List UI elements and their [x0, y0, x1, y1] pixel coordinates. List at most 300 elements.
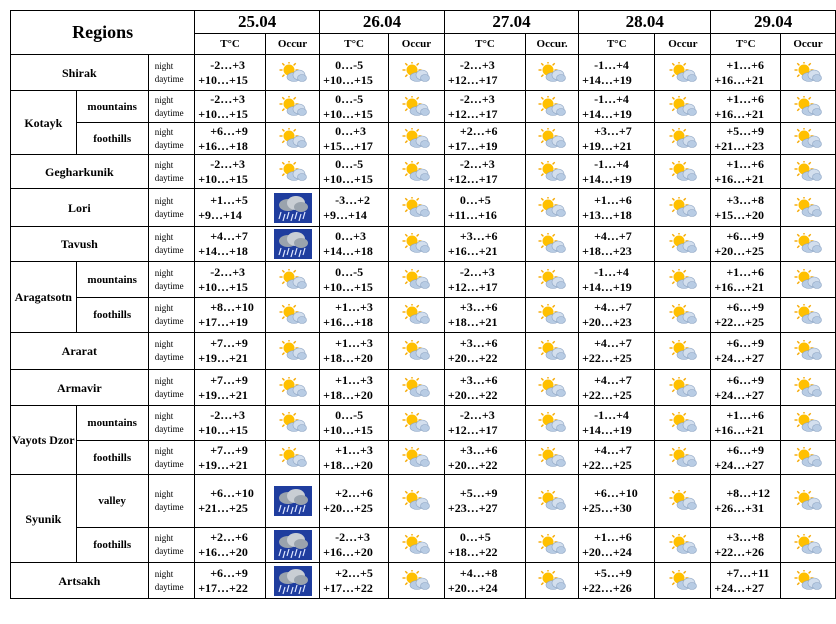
- region-name: Gegharkunik: [11, 155, 149, 189]
- night-temp: +3…+8: [726, 530, 765, 544]
- temp-cell: [711, 55, 781, 91]
- temp-cell: [444, 528, 525, 563]
- temp-cell: [444, 333, 525, 370]
- temp-cell: [195, 262, 266, 298]
- partly-cloudy-icon: [794, 128, 822, 150]
- night-temp: +7…+11: [726, 565, 770, 580]
- occurrence-cell: [655, 91, 711, 123]
- daytime-label: daytime: [154, 458, 184, 469]
- occurrence-cell: [526, 528, 579, 563]
- night-temp: +1…+5: [210, 192, 248, 207]
- night-temp: +6…+10: [210, 486, 254, 500]
- partly-cloudy-icon: [669, 161, 697, 183]
- day-temp: +15…+17: [323, 138, 373, 153]
- daytime-label: daytime: [154, 502, 184, 512]
- partly-cloudy-icon: [669, 233, 697, 255]
- night-temp: -2…+3: [459, 57, 495, 72]
- night-temp: +1…+6: [726, 57, 765, 72]
- partly-cloudy-icon: [669, 269, 697, 291]
- day-temp: +22…+25: [582, 351, 632, 365]
- night-temp: -1…+4: [594, 91, 629, 106]
- partly-cloudy-icon: [669, 62, 697, 84]
- day-temp: +10…+15: [323, 171, 373, 186]
- day-temp: +19…+21: [198, 351, 248, 365]
- subregion-name: mountains: [76, 262, 148, 298]
- occurrence-cell: [389, 91, 445, 123]
- occurrence-cell: [265, 370, 319, 406]
- occurrence-cell: [389, 298, 445, 333]
- day-temp: +10…+15: [323, 106, 373, 121]
- temp-header: T°C: [711, 34, 781, 55]
- occurrence-cell: [389, 406, 445, 441]
- region-name: Lori: [11, 189, 149, 227]
- day-temp: +16…+21: [714, 171, 765, 186]
- partly-cloudy-icon: [794, 269, 822, 291]
- day-temp: +18…+20: [323, 387, 373, 402]
- night-temp: -2…+3: [210, 264, 246, 279]
- date-header: 25.04: [195, 11, 320, 34]
- daytime-label: daytime: [154, 280, 184, 291]
- day-temp: +21…+23: [714, 138, 765, 153]
- table-row: [11, 370, 836, 406]
- occurrence-cell: [781, 406, 836, 441]
- partly-cloudy-icon: [279, 412, 307, 434]
- night-temp: -2…+3: [210, 57, 246, 72]
- night-temp: +4…+7: [594, 300, 632, 314]
- table-row: [11, 528, 836, 563]
- night-label: night: [154, 568, 174, 579]
- day-temp: +20…+25: [714, 244, 765, 258]
- occurrence-cell: [526, 298, 579, 333]
- partly-cloudy-icon: [794, 447, 822, 469]
- night-temp: +3…+6: [459, 300, 498, 314]
- daytime-label: daytime: [154, 546, 184, 556]
- occur-header: Occur: [389, 34, 445, 55]
- table-row: [11, 333, 836, 370]
- rain-cloud-icon: [274, 193, 312, 223]
- day-temp: +17…+22: [323, 580, 373, 595]
- night-temp: +1…+3: [335, 300, 373, 314]
- temp-cell: [320, 441, 389, 475]
- night-temp: +6…+9: [726, 336, 765, 350]
- subregion-name: foothills: [76, 441, 148, 475]
- day-temp: +9…+14: [198, 207, 242, 222]
- temp-cell: [579, 227, 655, 262]
- day-temp: +16…+21: [714, 279, 765, 294]
- occurrence-cell: [265, 475, 319, 528]
- region-name: Tavush: [11, 227, 149, 262]
- partly-cloudy-icon: [538, 570, 566, 592]
- partly-cloudy-icon: [402, 447, 430, 469]
- night-daytime-label: [148, 298, 195, 333]
- night-temp: +3…+6: [459, 229, 498, 243]
- table-row: [11, 55, 836, 91]
- temp-cell: [320, 563, 389, 599]
- date-header: 28.04: [579, 11, 711, 34]
- temp-cell: [320, 406, 389, 441]
- temp-cell: [444, 155, 525, 189]
- occurrence-cell: [526, 262, 579, 298]
- temp-cell: [579, 441, 655, 475]
- partly-cloudy-icon: [538, 197, 566, 219]
- occurrence-cell: [526, 227, 579, 262]
- temp-cell: [320, 370, 389, 406]
- night-daytime-label: [148, 333, 195, 370]
- forecast-table: [10, 10, 836, 599]
- occurrence-cell: [781, 475, 836, 528]
- night-temp: +6…+9: [726, 442, 765, 457]
- day-temp: +24…+27: [714, 387, 765, 402]
- partly-cloudy-icon: [538, 62, 566, 84]
- temp-cell: [444, 298, 525, 333]
- partly-cloudy-icon: [402, 128, 430, 150]
- occurrence-cell: [389, 189, 445, 227]
- occurrence-cell: [781, 155, 836, 189]
- temp-cell: [444, 563, 525, 599]
- temp-cell: [320, 55, 389, 91]
- night-temp: +1…+6: [726, 156, 765, 171]
- partly-cloudy-icon: [794, 490, 822, 512]
- occurrence-cell: [526, 91, 579, 123]
- temp-cell: [444, 91, 525, 123]
- temp-cell: [444, 189, 525, 227]
- partly-cloudy-icon: [669, 340, 697, 362]
- night-label: night: [154, 159, 174, 170]
- temp-cell: [444, 55, 525, 91]
- day-temp: +22…+26: [582, 580, 632, 595]
- daytime-label: daytime: [154, 245, 184, 255]
- night-temp: +4…+7: [594, 229, 632, 243]
- day-temp: +22…+25: [582, 387, 632, 402]
- night-label: night: [154, 126, 174, 137]
- occurrence-cell: [265, 55, 319, 91]
- daytime-label: daytime: [154, 316, 184, 326]
- night-temp: 0…-5: [335, 408, 364, 422]
- night-temp: +3…+6: [459, 372, 498, 387]
- temp-cell: [320, 298, 389, 333]
- partly-cloudy-icon: [669, 96, 697, 118]
- night-label: night: [154, 60, 174, 71]
- day-temp: +13…+18: [582, 207, 632, 222]
- day-temp: +20…+22: [447, 387, 498, 402]
- night-temp: +7…+9: [210, 336, 248, 350]
- night-label: night: [154, 94, 174, 105]
- day-temp: +16…+21: [714, 106, 765, 121]
- day-temp: +12…+17: [447, 423, 498, 437]
- partly-cloudy-icon: [538, 96, 566, 118]
- temp-cell: [195, 189, 266, 227]
- partly-cloudy-icon: [669, 534, 697, 556]
- partly-cloudy-icon: [279, 304, 307, 326]
- partly-cloudy-icon: [669, 570, 697, 592]
- occurrence-cell: [781, 189, 836, 227]
- night-temp: +6…+9: [210, 565, 248, 580]
- occurrence-cell: [526, 475, 579, 528]
- temp-cell: [444, 370, 525, 406]
- night-temp: -2…+3: [459, 264, 495, 279]
- temp-cell: [444, 475, 525, 528]
- occurrence-cell: [265, 91, 319, 123]
- night-temp: +6…+9: [726, 300, 765, 314]
- partly-cloudy-icon: [402, 161, 430, 183]
- day-temp: +18…+23: [582, 244, 632, 258]
- day-temp: +18…+20: [323, 457, 373, 472]
- occurrence-cell: [389, 55, 445, 91]
- daytime-label: daytime: [154, 172, 184, 183]
- partly-cloudy-icon: [402, 570, 430, 592]
- daytime-label: daytime: [154, 388, 184, 399]
- partly-cloudy-icon: [279, 340, 307, 362]
- partly-cloudy-icon: [669, 377, 697, 399]
- partly-cloudy-icon: [669, 490, 697, 512]
- day-temp: +18…+20: [323, 351, 373, 365]
- night-temp: 0…-5: [335, 91, 364, 106]
- night-temp: +5…+9: [726, 123, 765, 138]
- day-temp: +20…+23: [582, 315, 632, 329]
- night-daytime-label: [148, 475, 195, 528]
- occurrence-cell: [655, 441, 711, 475]
- temp-cell: [195, 406, 266, 441]
- occurrence-cell: [389, 563, 445, 599]
- night-temp: +1…+6: [726, 91, 765, 106]
- temp-cell: [579, 475, 655, 528]
- night-temp: -2…+3: [210, 408, 246, 422]
- day-temp: +14…+19: [582, 171, 632, 186]
- occurrence-cell: [655, 298, 711, 333]
- occurrence-cell: [655, 123, 711, 155]
- day-temp: +21…+25: [198, 501, 248, 515]
- temp-cell: [320, 91, 389, 123]
- temp-cell: [195, 370, 266, 406]
- occurrence-cell: [265, 189, 319, 227]
- day-temp: +14…+19: [582, 72, 632, 87]
- night-temp: +8…+10: [210, 300, 254, 314]
- night-temp: +5…+9: [459, 486, 498, 500]
- night-label: night: [154, 533, 174, 543]
- temp-cell: [444, 123, 525, 155]
- partly-cloudy-icon: [669, 128, 697, 150]
- temp-cell: [711, 441, 781, 475]
- temp-cell: [579, 55, 655, 91]
- night-temp: +3…+6: [459, 336, 498, 350]
- night-label: night: [154, 303, 174, 313]
- temp-cell: [579, 563, 655, 599]
- night-daytime-label: [148, 441, 195, 475]
- rain-cloud-icon: [274, 566, 312, 596]
- partly-cloudy-icon: [538, 340, 566, 362]
- rain-cloud-icon: [274, 229, 312, 259]
- region-name: Syunik: [11, 475, 77, 563]
- temp-cell: [579, 370, 655, 406]
- temp-cell: [579, 406, 655, 441]
- night-daytime-label: [148, 189, 195, 227]
- date-header: 26.04: [320, 11, 445, 34]
- night-label: night: [154, 375, 174, 386]
- night-daytime-label: [148, 55, 195, 91]
- partly-cloudy-icon: [402, 377, 430, 399]
- subregion-name: foothills: [76, 123, 148, 155]
- date-header: 29.04: [711, 11, 836, 34]
- partly-cloudy-icon: [538, 161, 566, 183]
- occurrence-cell: [781, 262, 836, 298]
- table-row: [11, 406, 836, 441]
- night-temp: +4…+7: [210, 229, 248, 243]
- occurrence-cell: [389, 441, 445, 475]
- night-temp: +3…+6: [459, 442, 498, 457]
- night-temp: -2…+3: [459, 408, 495, 422]
- night-temp: -1…+4: [594, 264, 629, 279]
- temp-cell: [579, 262, 655, 298]
- day-temp: +10…+15: [198, 171, 248, 186]
- temp-cell: [711, 370, 781, 406]
- temp-cell: [711, 91, 781, 123]
- occurrence-cell: [389, 155, 445, 189]
- day-temp: +17…+22: [198, 580, 248, 595]
- temp-cell: [320, 123, 389, 155]
- daytime-label: daytime: [154, 73, 184, 84]
- night-temp: -2…+3: [210, 156, 246, 171]
- occurrence-cell: [389, 227, 445, 262]
- table-row: [11, 563, 836, 599]
- partly-cloudy-icon: [538, 534, 566, 556]
- temp-cell: [579, 91, 655, 123]
- daytime-label: daytime: [154, 352, 184, 362]
- region-name: Armavir: [11, 370, 149, 406]
- subregion-name: mountains: [76, 406, 148, 441]
- occurrence-cell: [526, 370, 579, 406]
- region-name: Artsakh: [11, 563, 149, 599]
- occurrence-cell: [655, 333, 711, 370]
- partly-cloudy-icon: [538, 269, 566, 291]
- subregion-name: mountains: [76, 91, 148, 123]
- temp-cell: [711, 227, 781, 262]
- table-row: [11, 298, 836, 333]
- temp-cell: [320, 528, 389, 563]
- day-temp: +10…+15: [323, 72, 373, 87]
- partly-cloudy-icon: [669, 197, 697, 219]
- night-temp: 0…+5: [459, 192, 491, 207]
- night-temp: +1…+6: [726, 264, 765, 279]
- occurrence-cell: [781, 55, 836, 91]
- temp-cell: [195, 333, 266, 370]
- occurrence-cell: [526, 155, 579, 189]
- day-temp: +20…+22: [447, 351, 498, 365]
- partly-cloudy-icon: [538, 490, 566, 512]
- daytime-label: daytime: [154, 581, 184, 592]
- day-temp: +14…+19: [582, 423, 632, 437]
- partly-cloudy-icon: [279, 269, 307, 291]
- day-temp: +10…+15: [323, 423, 373, 437]
- occurrence-cell: [265, 298, 319, 333]
- temp-cell: [195, 475, 266, 528]
- night-temp: -1…+4: [594, 408, 629, 422]
- occurrence-cell: [655, 406, 711, 441]
- day-temp: +19…+21: [198, 387, 248, 402]
- day-temp: +19…+21: [582, 138, 632, 153]
- night-temp: +7…+9: [210, 372, 248, 387]
- night-daytime-label: [148, 227, 195, 262]
- occurrence-cell: [265, 262, 319, 298]
- day-temp: +20…+24: [582, 545, 632, 559]
- night-temp: +2…+6: [459, 123, 498, 138]
- day-temp: +17…+19: [198, 315, 248, 329]
- partly-cloudy-icon: [794, 534, 822, 556]
- day-temp: +11…+16: [447, 207, 497, 222]
- occurrence-cell: [389, 262, 445, 298]
- day-temp: +12…+17: [447, 171, 498, 186]
- occurrence-cell: [655, 370, 711, 406]
- night-temp: +4…+7: [594, 372, 632, 387]
- night-label: night: [154, 489, 174, 499]
- day-temp: +26…+31: [714, 501, 765, 515]
- partly-cloudy-icon: [402, 534, 430, 556]
- temp-cell: [195, 563, 266, 599]
- partly-cloudy-icon: [279, 96, 307, 118]
- temp-cell: [444, 441, 525, 475]
- partly-cloudy-icon: [279, 161, 307, 183]
- temp-cell: [579, 333, 655, 370]
- temp-cell: [711, 563, 781, 599]
- day-temp: +18…+22: [447, 545, 498, 559]
- night-temp: -2…+3: [459, 91, 495, 106]
- daytime-label: daytime: [154, 424, 184, 434]
- partly-cloudy-icon: [794, 377, 822, 399]
- occurrence-cell: [781, 91, 836, 123]
- night-temp: +3…+7: [594, 123, 632, 138]
- occurrence-cell: [781, 563, 836, 599]
- day-temp: +22…+25: [714, 315, 765, 329]
- occurrence-cell: [781, 370, 836, 406]
- subregion-name: foothills: [76, 298, 148, 333]
- region-name: Aragatsotn: [11, 262, 77, 333]
- occur-header: Occur: [655, 34, 711, 55]
- temp-cell: [711, 123, 781, 155]
- night-temp: +1…+3: [335, 442, 373, 457]
- night-temp: 0…+3: [335, 229, 366, 243]
- rain-cloud-icon: [274, 486, 312, 516]
- day-temp: +14…+19: [582, 106, 632, 121]
- partly-cloudy-icon: [538, 128, 566, 150]
- partly-cloudy-icon: [794, 161, 822, 183]
- temp-cell: [579, 155, 655, 189]
- partly-cloudy-icon: [538, 304, 566, 326]
- night-label: night: [154, 195, 174, 206]
- partly-cloudy-icon: [794, 96, 822, 118]
- partly-cloudy-icon: [538, 412, 566, 434]
- table-row: [11, 155, 836, 189]
- partly-cloudy-icon: [669, 447, 697, 469]
- night-label: night: [154, 445, 174, 456]
- occurrence-cell: [526, 441, 579, 475]
- partly-cloudy-icon: [402, 304, 430, 326]
- night-daytime-label: [148, 528, 195, 563]
- occurrence-cell: [655, 155, 711, 189]
- temp-cell: [711, 298, 781, 333]
- occurrence-cell: [655, 55, 711, 91]
- partly-cloudy-icon: [669, 304, 697, 326]
- region-name: Shirak: [11, 55, 149, 91]
- partly-cloudy-icon: [402, 62, 430, 84]
- occurrence-cell: [655, 475, 711, 528]
- day-temp: +25…+30: [582, 501, 632, 515]
- temp-cell: [579, 298, 655, 333]
- day-temp: +18…+21: [447, 315, 498, 329]
- day-temp: +24…+27: [714, 351, 765, 365]
- day-temp: +16…+20: [323, 545, 373, 559]
- temp-cell: [711, 333, 781, 370]
- temp-cell: [711, 155, 781, 189]
- night-label: night: [154, 267, 174, 278]
